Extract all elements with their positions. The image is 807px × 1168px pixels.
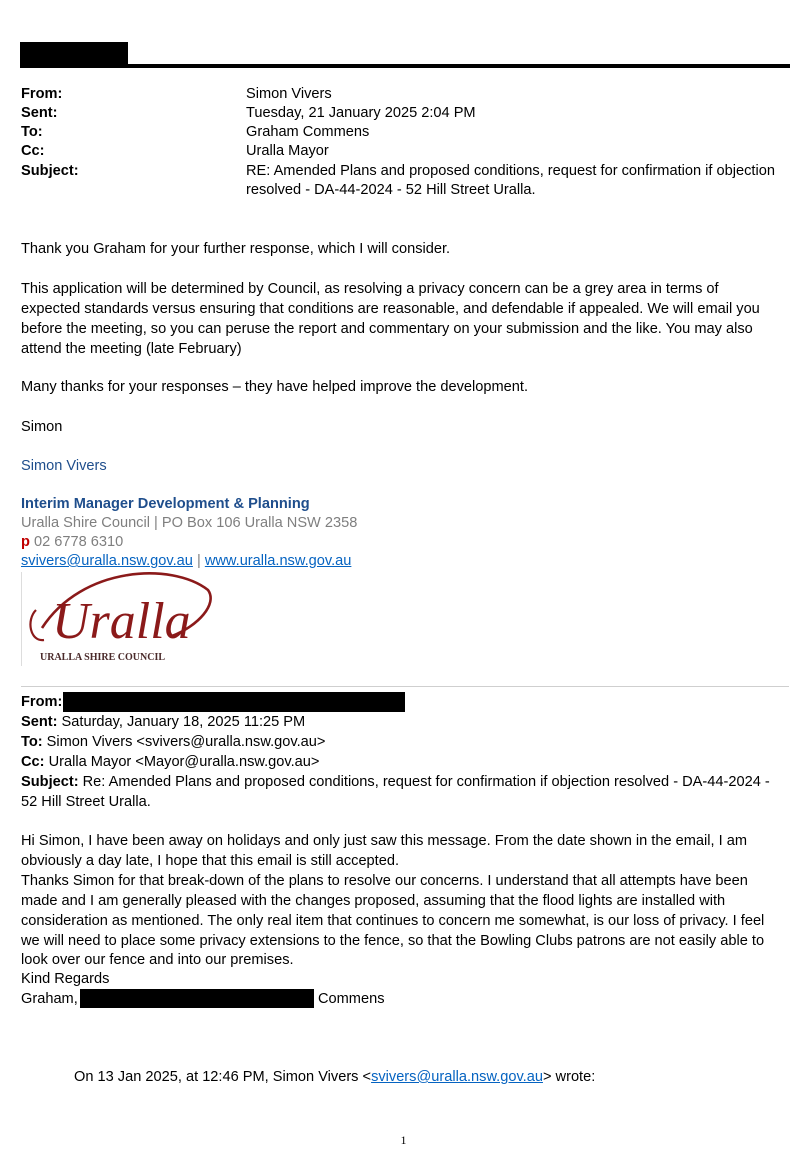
- to-label: To:: [21, 124, 43, 140]
- logo-swash-left: [30, 610, 44, 640]
- quoted-sent-value: Saturday, January 18, 2025 11:25 PM: [61, 714, 306, 730]
- signature-name: Simon Vivers: [21, 458, 107, 474]
- earlier-email-link[interactable]: svivers@uralla.nsw.gov.au: [371, 1069, 543, 1085]
- redacted-sender: [63, 692, 405, 712]
- quoted-cc-line: [21, 752, 791, 772]
- quoted-subject-label: Subject:: [21, 774, 79, 790]
- quoted-body-line5: consideration as mentioned. The only real item that continues to concern me somewhat, is our loss of privacy. I feel: [21, 913, 765, 929]
- signature-org: Uralla Shire Council | PO Box 106 Uralla NSW 2358: [21, 515, 358, 531]
- to-value: Graham Commens: [246, 124, 370, 140]
- body-para2-line1: This application will be determined by Council, as resolving a privacy concern can be a grey area in terms of: [21, 281, 719, 297]
- body-para3: Many thanks for your responses – they have helped improve the development.: [21, 379, 529, 395]
- redaction-block: [20, 42, 128, 66]
- quoted-body-line7: look over our fence and into our premises.: [21, 952, 294, 968]
- phone-prefix: p: [21, 534, 30, 550]
- sent-label: Sent:: [21, 105, 58, 121]
- quoted-body-line1: Hi Simon, I have been away on holidays and only just saw this message. From the date shown in the email, I am: [21, 833, 748, 849]
- quoted-cc-label: Cc:: [21, 754, 45, 770]
- uralla-council-logo: [22, 570, 214, 666]
- header-rule: [20, 64, 790, 68]
- signature-phone-line: [21, 532, 791, 552]
- quoted-body-line2: obviously a day late, I hope that this email is still accepted.: [21, 853, 400, 869]
- subject-value-line2: resolved - DA-44-2024 - 52 Hill Street Uralla.: [246, 182, 536, 198]
- quoted-subject-line1: [21, 772, 791, 792]
- subject-value-line1: RE: Amended Plans and proposed conditions, request for confirmation if objection: [246, 163, 775, 179]
- body-para1: Thank you Graham for your further response, which I will consider.: [21, 241, 451, 257]
- quoted-from-label: From:: [21, 694, 63, 710]
- quoted-signature-first: Graham,: [21, 991, 78, 1007]
- subject-label: Subject:: [21, 163, 79, 179]
- earlier-suffix: > wrote:: [542, 1069, 596, 1085]
- body-para2-line3: before the meeting, so you can peruse the report and commentary on your submission and the like. You may also: [21, 321, 753, 337]
- signature-email-link[interactable]: svivers@uralla.nsw.gov.au: [21, 553, 193, 569]
- logo-script: Uralla: [52, 593, 191, 650]
- quoted-kind-regards: Kind Regards: [21, 971, 110, 987]
- cc-value: Uralla Mayor: [246, 143, 329, 159]
- quoted-sent-label: Sent:: [21, 714, 58, 730]
- quoted-subject-value: Re: Amended Plans and proposed conditions, request for confirmation if objection resolved - DA-44-2024 -: [82, 774, 770, 790]
- phone-number: 02 6778 6310: [33, 534, 124, 550]
- page-number: 1: [400, 1133, 407, 1147]
- body-para2-line2: expected standards versus ensuring that conditions are reasonable, and defendable if appealed. We will email you: [21, 301, 760, 317]
- from-label: From:: [21, 86, 63, 102]
- quoted-to-line: [21, 732, 791, 752]
- earlier-prefix: On 13 Jan 2025, at 12:46 PM, Simon Vivers <: [74, 1069, 372, 1085]
- signature-links: [21, 551, 791, 571]
- cc-label: Cc:: [21, 143, 45, 159]
- from-value: Simon Vivers: [246, 86, 332, 102]
- quoted-body-line4: made and I am generally pleased with the changes proposed, assuming that the flood lights are installed with: [21, 893, 726, 909]
- sent-value: Tuesday, 21 January 2025 2:04 PM: [246, 105, 476, 121]
- signature-website-link[interactable]: www.uralla.nsw.gov.au: [204, 553, 352, 569]
- quote-separator: [21, 686, 789, 687]
- quoted-to-value: Simon Vivers <svivers@uralla.nsw.gov.au>: [46, 734, 326, 750]
- quoted-sent-line: [21, 712, 791, 732]
- quoted-body-line3: Thanks Simon for that break-down of the plans to resolve our concerns. I understand that all attempts have been: [21, 873, 748, 889]
- quoted-signature-last: Commens: [318, 991, 385, 1007]
- quoted-to-label: To:: [21, 734, 43, 750]
- signature-title: Interim Manager Development & Planning: [21, 496, 310, 512]
- logo-caption: URALLA SHIRE COUNCIL: [40, 652, 166, 663]
- quoted-body-line6: we will need to place some privacy extensions to the fence, so that the Bowling Clubs patrons are not easily able to: [21, 933, 765, 949]
- body-signoff: Simon: [21, 419, 63, 435]
- earlier-message-line: [74, 1067, 774, 1087]
- redacted-middle-name: [80, 989, 314, 1008]
- link-divider: |: [196, 553, 201, 569]
- body-para2-line4: attend the meeting (late February): [21, 341, 242, 357]
- quoted-cc-value: Uralla Mayor <Mayor@uralla.nsw.gov.au>: [48, 754, 320, 770]
- quoted-subject-line2: 52 Hill Street Uralla.: [21, 794, 151, 810]
